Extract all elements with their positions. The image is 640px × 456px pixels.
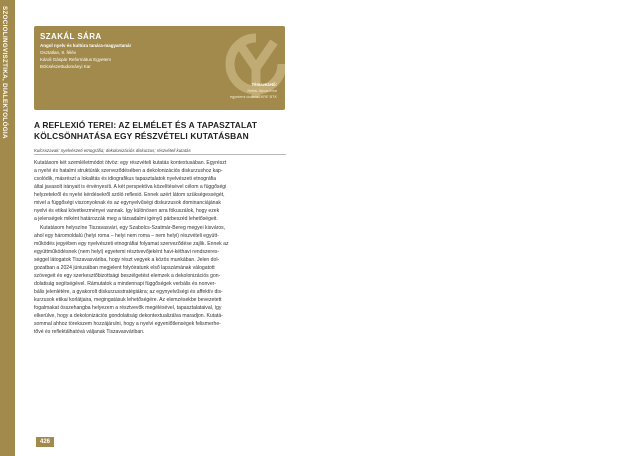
affiliation-line: Osztatlan, 8. félév	[40, 50, 77, 55]
page-number: 426	[36, 437, 54, 447]
divider	[34, 154, 286, 155]
body-line: a nyelvi és hatalmi struktúrák szerveződésében a dekolonizációs diskurzushoz kap-	[34, 168, 223, 174]
body-line: csolódik, másrészt a lokalitás és idiografikus tapasztalatok nyelvészeti etnográfia	[34, 176, 217, 182]
supervisor-line: Heltai János Imre	[247, 89, 277, 93]
body-line: helyzetekről és nyelvi kérdésekről szóló reflexió. Ennek azért látom szükségességét,	[34, 192, 225, 198]
author-box	[34, 26, 285, 110]
body-line: mivel a függőségi viszonyoknak és az egynyelvűségi diskurzusok dominanciájának	[34, 200, 221, 206]
body-line: a jelenségek miként határozzák meg a társadalmi igényű párbeszéd lehetőségeit.	[34, 216, 218, 222]
body-line: által javasolt irányait is érvényesíti. A két perspektíva közelítésével célom a függőségi	[34, 184, 227, 190]
affiliation-line: Bölcsészettudományi Kar	[40, 64, 91, 69]
body-line: nyelvi és etikai következményei vannak. Így különösen arra fókuszálok, hogy ezek	[34, 208, 220, 214]
body-line: sommal ahhoz törekszem hozzájárulni, hogy a nyelvi egyenlőtlenségek felismerhe-	[34, 321, 221, 327]
body-line: működés jegyében egy nyelvészeti etnográfiai folyamat szerveződése zajlik. Ennek az	[34, 241, 229, 247]
keywords: Kulcsszavak: nyelvészeti etnográfia; dekolonizációs diskurzus; részvételi kutatás	[34, 148, 191, 153]
body-line: elkerülve, hogy a dekolonizációs gondolatiság dekontextualizálva maradjon. Kutatá-	[34, 313, 223, 319]
body-line: gozatban a 2024 júniusában megjelent folyóiratunk első lapszámának válogatott	[34, 265, 215, 271]
article-title-line: A REFLEXIÓ TEREI: AZ ELMÉLET ÉS A TAPASZTALAT	[34, 120, 258, 130]
body-line: séggel látogatok Tiszavasváriba, hogy részt vegyek a közös munkában. Jelen dol-	[34, 257, 220, 263]
article-title-line: KÖLCSÖNHATÁSA EGY RÉSZVÉTELI KUTATÁSBAN	[34, 131, 249, 141]
body-line: együttműködésnek (nem helyi) egyetemi résztvevőjeként havi-kéthavi rendszeres-	[34, 249, 220, 255]
body-line: Kutatásom két szemléletmódot ötvöz: egy részvételi kutatás kontextusában. Egyrészt	[34, 160, 227, 166]
body-line: ahol egy háromoldalú (helyi roma – helyi nem roma – nem helyi) részvételi együtt-	[34, 233, 219, 239]
body-line: bális jelenlétére, a gyakorolt diskurzusstratégiákra; az egynyelvűségi és affektív dis-	[34, 289, 223, 295]
body-line: kurzusok etikai korlátjaira, megingatásuk lehetőségére. Az elemzésekbe bevezetett	[34, 297, 222, 303]
side-band	[0, 0, 15, 456]
supervisor-line: egyetemi docens, KRE BTK	[229, 95, 277, 99]
affiliation-line: Angol nyelv és kultúra tanára-magyartanár	[40, 43, 132, 48]
supervisor-label: Témavezető:	[251, 82, 277, 87]
body-line: dolatiság segítségével. Rámutatok a mindennapi függőségek verbális és nonver-	[34, 281, 217, 287]
university-logo	[224, 32, 285, 104]
affiliation-line: Károli Gáspár Református Egyetem	[40, 57, 112, 62]
body-line: szövegeit és egy szerkesztőbizottsági beszélgetést elemzek a dekolonizációs gon-	[34, 273, 221, 279]
body-line: fogalmakat összehangba helyezem a résztvevők megélésével, tapasztalataival, így	[34, 305, 222, 311]
section-label: SZOCIOLINGVISZTIKA, DIALEKTOLÓGIA	[1, 6, 8, 139]
body-line: Kutatásom helyszíne Tiszavasvári, egy Szabolcs-Szatmár-Bereg megyei kisváros,	[40, 225, 226, 231]
body-line: tővé és reflektálhatóvá váljanak Tiszavasváriban.	[34, 329, 145, 335]
author-name: SZAKÁL SÁRA	[40, 32, 102, 41]
